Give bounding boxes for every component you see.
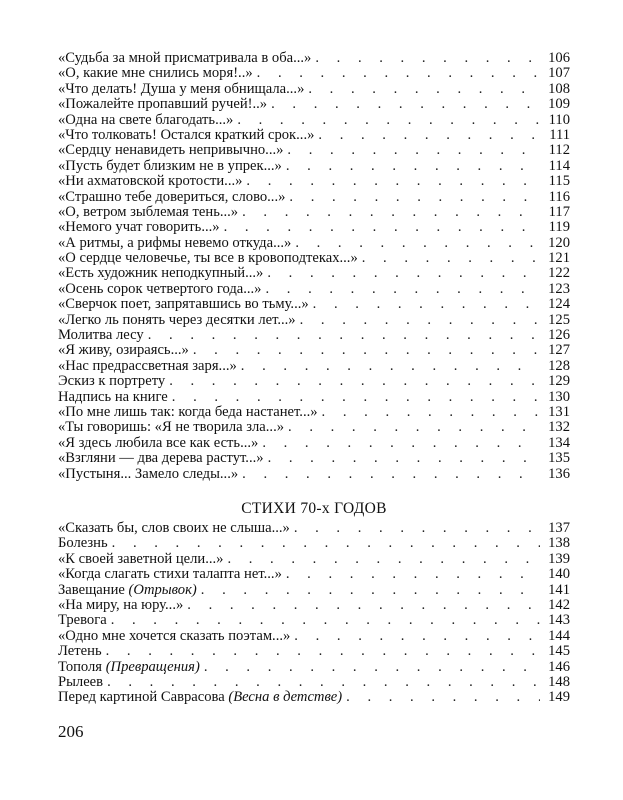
toc-entry-title xyxy=(58,51,311,66)
toc-entry-title xyxy=(58,613,107,628)
toc-entry-title xyxy=(58,644,102,659)
toc-entry-title xyxy=(58,159,282,174)
toc-entry-page: 127 xyxy=(548,342,570,359)
toc-entry-title xyxy=(58,313,296,328)
toc-entry xyxy=(58,190,570,205)
dot-leader xyxy=(242,205,540,220)
toc-entry-page: 120 xyxy=(548,234,570,251)
toc-entry xyxy=(58,282,570,297)
entry-subtitle: (Отрывок) xyxy=(128,581,197,598)
entry-title-text: Тревога xyxy=(58,612,107,629)
toc-entry-page: 106 xyxy=(548,50,570,66)
toc-entry xyxy=(58,644,570,659)
dot-leader xyxy=(287,143,540,158)
entry-title-text: «Ни ахматовской кротости...» xyxy=(58,173,243,190)
dot-leader xyxy=(112,536,540,551)
toc-entry-page: 142 xyxy=(548,596,570,613)
toc-entry-title xyxy=(58,690,342,705)
toc-entry xyxy=(58,567,570,582)
section-heading: СТИХИ 70-х ГОДОВ xyxy=(241,500,387,517)
entry-title-text: «Сердцу ненавидеть непривычно...» xyxy=(58,142,284,159)
entry-title-text: «Я здесь любила все как есть...» xyxy=(58,434,259,451)
entry-title-text: Эскиз к портрету xyxy=(58,373,166,390)
toc-entry xyxy=(58,552,570,567)
toc-entry xyxy=(58,128,570,143)
toc-entry-page: 140 xyxy=(548,566,570,583)
entry-title-text: «Немого учат говорить...» xyxy=(58,219,220,236)
toc-entry-title xyxy=(58,390,168,405)
toc-entry xyxy=(58,159,570,174)
toc-entry-page: 137 xyxy=(548,520,570,536)
toc-entry-page: 129 xyxy=(548,373,570,390)
dot-leader xyxy=(262,436,540,451)
entry-title-text: Перед картиной Саврасова xyxy=(58,689,225,706)
toc-entry xyxy=(58,436,570,451)
toc-entry xyxy=(58,451,570,466)
toc-entry-title xyxy=(58,113,233,128)
entry-title-text: «Легко ль понять через десятки лет...» xyxy=(58,311,296,328)
toc-entry xyxy=(58,313,570,328)
toc-entry-page: 119 xyxy=(548,219,570,236)
dot-leader xyxy=(322,405,540,420)
toc-entry-title xyxy=(58,174,242,189)
dot-leader xyxy=(346,690,540,705)
toc-entry-page: 107 xyxy=(548,65,570,82)
toc-entry-page: 134 xyxy=(548,434,570,451)
toc-entry-title xyxy=(58,128,314,143)
toc-entry-page: 141 xyxy=(548,581,570,598)
toc-entry-page: 116 xyxy=(548,188,570,205)
toc-entry-page: 128 xyxy=(548,357,570,374)
toc-entry xyxy=(58,328,570,343)
entry-title-text: «Одна на свете благодать...» xyxy=(58,111,234,128)
entry-title-text: Рылеев xyxy=(58,673,104,690)
dot-leader xyxy=(107,675,540,690)
dot-leader xyxy=(111,613,540,628)
toc-entry xyxy=(58,536,570,551)
toc-entry xyxy=(58,675,570,690)
toc-entry-title xyxy=(58,205,238,220)
entry-title-text: «А ритмы, а рифмы невемо откуда...» xyxy=(58,234,292,251)
toc-entry-page: 111 xyxy=(549,126,570,143)
toc-entry-title xyxy=(58,420,284,435)
toc-entry-title xyxy=(58,536,108,551)
entry-subtitle: (Весна в детстве) xyxy=(228,689,343,706)
entry-title-text: «Я живу, озираясь...» xyxy=(58,342,189,359)
contents-list-part-1 xyxy=(58,51,570,482)
dot-leader xyxy=(295,236,540,251)
toc-entry-page: 145 xyxy=(548,643,570,660)
toc-entry-title xyxy=(58,583,197,598)
dot-leader xyxy=(267,266,540,281)
toc-entry-title xyxy=(58,374,165,389)
dot-leader xyxy=(237,113,540,128)
toc-entry-page: 108 xyxy=(548,80,570,97)
toc-entry-page: 131 xyxy=(548,403,570,420)
dot-leader xyxy=(204,660,540,675)
entry-title-text: «Пустыня... Замело следы...» xyxy=(58,465,239,482)
toc-entry xyxy=(58,113,570,128)
dot-leader xyxy=(289,190,540,205)
entry-title-text: «Осень сорок четвертого года...» xyxy=(58,280,262,297)
toc-entry-title xyxy=(58,436,258,451)
toc-entry-title xyxy=(58,297,309,312)
entry-title-text: «На миру, на юру...» xyxy=(58,596,184,613)
toc-entry-page: 117 xyxy=(548,203,570,220)
toc-entry-page: 126 xyxy=(548,327,570,344)
toc-entry-page: 144 xyxy=(548,627,570,644)
toc-entry xyxy=(58,660,570,675)
dot-leader xyxy=(257,66,540,81)
toc-entry xyxy=(58,420,570,435)
entry-title-text: «Взгляни — два дерева растут...» xyxy=(58,450,264,467)
dot-leader xyxy=(318,128,540,143)
toc-entry-page: 138 xyxy=(548,535,570,552)
toc-entry-page: 122 xyxy=(548,265,570,282)
toc-entry-title xyxy=(58,660,200,675)
toc-entry-page: 136 xyxy=(548,465,570,482)
toc-entry xyxy=(58,467,570,482)
entry-title-text: Завещание xyxy=(58,581,125,598)
entry-title-text: Молитва лесу xyxy=(58,327,144,344)
entry-title-text: Надпись на книге xyxy=(58,388,168,405)
toc-entry xyxy=(58,236,570,251)
toc-entry-title xyxy=(58,220,220,235)
toc-entry xyxy=(58,97,570,112)
entry-title-text: «К своей заветной цели...» xyxy=(58,550,224,567)
toc-entry-title xyxy=(58,629,290,644)
toc-entry xyxy=(58,266,570,281)
toc-entry xyxy=(58,205,570,220)
toc-entry xyxy=(58,390,570,405)
entry-title-text: «По мне лишь так: когда беда настанет...» xyxy=(58,403,318,420)
toc-entry-title xyxy=(58,552,223,567)
toc-entry-page: 135 xyxy=(548,450,570,467)
toc-entry-title xyxy=(58,82,304,97)
entry-title-text: «Страшно тебе довериться, слово...» xyxy=(58,188,286,205)
dot-leader xyxy=(271,97,540,112)
toc-entry xyxy=(58,251,570,266)
dot-leader xyxy=(268,451,540,466)
toc-entry-page: 143 xyxy=(548,612,570,629)
dot-leader xyxy=(294,521,540,536)
toc-entry-title xyxy=(58,97,267,112)
toc-entry-title xyxy=(58,251,358,266)
dot-leader xyxy=(294,629,540,644)
toc-entry-title xyxy=(58,467,238,482)
toc-entry-page: 109 xyxy=(548,96,570,113)
entry-title-text: «Когда слагать стихи талапта нет...» xyxy=(58,566,282,583)
toc-entry xyxy=(58,297,570,312)
dot-leader xyxy=(201,583,540,598)
dot-leader xyxy=(227,552,540,567)
dot-leader xyxy=(241,359,540,374)
toc-entry-title xyxy=(58,359,237,374)
entry-title-text: «О сердце человечье, ты все в кровоподтеках...» xyxy=(58,250,358,267)
entry-subtitle: (Превращения) xyxy=(105,658,200,675)
toc-entry xyxy=(58,174,570,189)
toc-entry xyxy=(58,82,570,97)
dot-leader xyxy=(288,420,540,435)
toc-entry-title xyxy=(58,143,283,158)
dot-leader xyxy=(300,313,540,328)
toc-entry-page: 121 xyxy=(548,250,570,267)
toc-entry-page: 132 xyxy=(548,419,570,436)
toc-entry-title xyxy=(58,405,318,420)
toc-entry xyxy=(58,598,570,613)
dot-leader xyxy=(286,567,540,582)
entry-title-text: «Что толковать! Остался краткий срок...» xyxy=(58,126,315,143)
toc-entry-page: 146 xyxy=(548,658,570,675)
entry-title-text: Тополя xyxy=(58,658,103,675)
toc-entry-title xyxy=(58,567,282,582)
entry-title-text: «Судьба за мной присматривала в оба...» xyxy=(58,50,312,66)
dot-leader xyxy=(362,251,540,266)
entry-title-text: Болезнь xyxy=(58,535,108,552)
dot-leader xyxy=(308,82,540,97)
dot-leader xyxy=(286,159,540,174)
entry-title-text: «Ты говоришь: «Я не творила зла...» xyxy=(58,419,285,436)
dot-leader xyxy=(265,282,540,297)
page-number: 206 xyxy=(58,722,84,741)
toc-entry-page: 115 xyxy=(548,173,570,190)
toc-entry xyxy=(58,51,570,66)
toc-entry-title xyxy=(58,343,189,358)
toc-entry xyxy=(58,359,570,374)
toc-entry-page: 110 xyxy=(548,111,570,128)
dot-leader xyxy=(187,598,540,613)
dot-leader xyxy=(193,343,540,358)
toc-entry-title xyxy=(58,66,253,81)
toc-entry xyxy=(58,66,570,81)
toc-entry xyxy=(58,343,570,358)
toc-entry-page: 112 xyxy=(548,142,570,159)
entry-title-text: Летень xyxy=(58,643,102,660)
toc-entry-page: 125 xyxy=(548,311,570,328)
toc-entry xyxy=(58,629,570,644)
dot-leader xyxy=(246,174,540,189)
toc-entry xyxy=(58,374,570,389)
toc-entry-title xyxy=(58,451,264,466)
toc-entry-title xyxy=(58,266,263,281)
toc-entry-title xyxy=(58,282,261,297)
toc-entry xyxy=(58,220,570,235)
toc-entry-title xyxy=(58,675,103,690)
dot-leader xyxy=(106,644,540,659)
toc-entry-page: 139 xyxy=(548,550,570,567)
toc-entry-page: 124 xyxy=(548,296,570,313)
dot-leader xyxy=(313,297,540,312)
toc-entry-page: 149 xyxy=(548,689,570,706)
dot-leader xyxy=(224,220,540,235)
toc-entry xyxy=(58,143,570,158)
toc-entry xyxy=(58,583,570,598)
entry-title-text: «О, какие мне снились моря!..» xyxy=(58,65,253,82)
entry-title-text: «О, ветром зыблемая тень...» xyxy=(58,203,239,220)
toc-entry-title xyxy=(58,521,290,536)
dot-leader xyxy=(242,467,540,482)
toc-entry-page: 114 xyxy=(548,157,570,174)
toc-entry-page: 148 xyxy=(548,673,570,690)
toc-entry-title xyxy=(58,328,144,343)
dot-leader xyxy=(315,51,540,66)
dot-leader xyxy=(148,328,540,343)
entry-title-text: «Есть художник неподкупный...» xyxy=(58,265,264,282)
toc-entry xyxy=(58,613,570,628)
toc-entry-title xyxy=(58,190,285,205)
toc-entry-page: 130 xyxy=(548,388,570,405)
toc-entry-page: 123 xyxy=(548,280,570,297)
entry-title-text: «Пожалейте пропавший ручей!..» xyxy=(58,96,268,113)
entry-title-text: «Одно мне хочется сказать поэтам...» xyxy=(58,627,291,644)
dot-leader xyxy=(169,374,540,389)
toc-entry xyxy=(58,690,570,705)
entry-title-text: «Пусть будет близким не в упрек...» xyxy=(58,157,282,174)
contents-list-part-2 xyxy=(58,521,570,706)
entry-title-text: «Нас предрассветная заря...» xyxy=(58,357,237,374)
toc-entry-title xyxy=(58,236,291,251)
dot-leader xyxy=(172,390,540,405)
entry-title-text: «Сказать бы, слов своих не слыша...» xyxy=(58,520,290,536)
entry-title-text: «Сверчок поет, запрятавшись во тьму...» xyxy=(58,296,309,313)
toc-entry-title xyxy=(58,598,183,613)
entry-title-text: «Что делать! Душа у меня обнищала...» xyxy=(58,80,305,97)
toc-entry xyxy=(58,405,570,420)
toc-entry xyxy=(58,521,570,536)
